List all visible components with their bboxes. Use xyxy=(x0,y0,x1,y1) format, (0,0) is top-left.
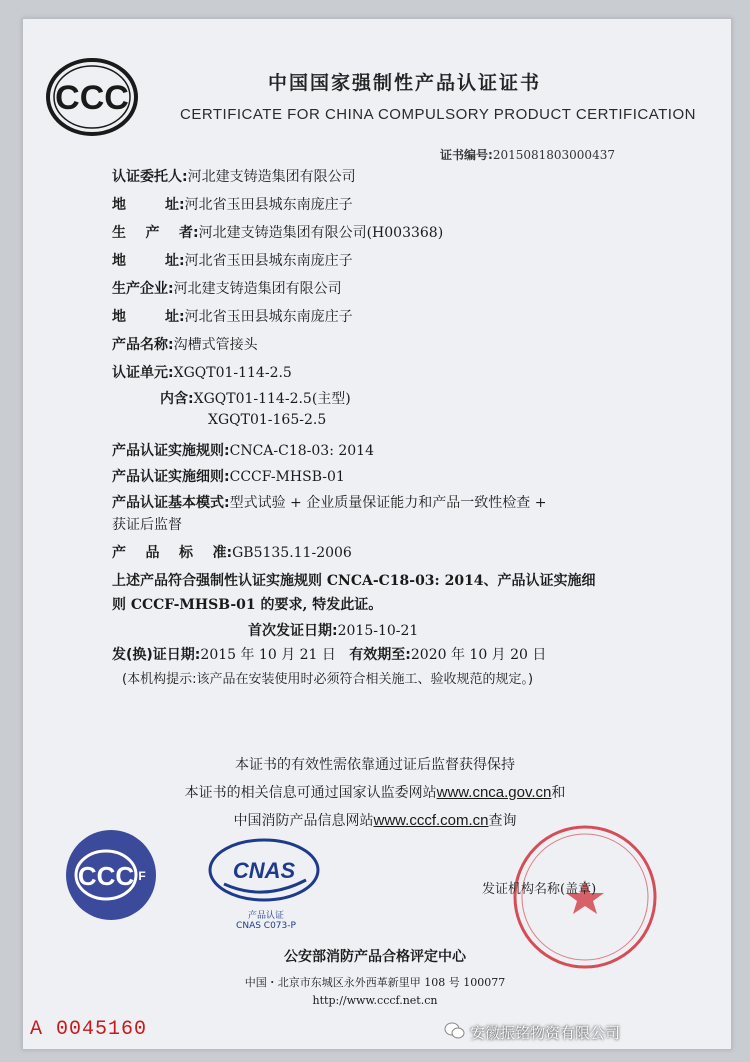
field-label: 地 址: xyxy=(112,253,185,269)
issue-value: 2015 年 10 月 21 日 xyxy=(200,647,336,663)
mode-value: 型式试验 + 企业质量保证能力和产品一致性检查 + xyxy=(229,495,547,511)
notice: (本机构提示:该产品在安装使用时必须符合相关施工、验收规范的规定。) xyxy=(122,672,534,687)
field-row-manufacturer xyxy=(112,222,443,242)
details-value: CCCF-MHSB-01 xyxy=(229,469,345,485)
cnas-logo-text: CNAS xyxy=(232,858,296,883)
expiry-value: 2020 年 10 月 20 日 xyxy=(410,647,547,663)
issue-label: 发(换)证日期: xyxy=(112,647,201,663)
validity-line-2-end: 和 xyxy=(551,785,566,801)
cnas-logo xyxy=(206,836,326,906)
details-row xyxy=(112,466,345,486)
field-label: 地 址: xyxy=(112,309,185,325)
watermark: 安徽振铭物资有限公司 xyxy=(470,1024,621,1042)
issuer-name: 公安部消防产品合格评定中心 xyxy=(284,949,466,965)
field-value: 河北建支铸造集团有限公司(H003368) xyxy=(198,225,444,241)
mode-value-2: 获证后监督 xyxy=(112,517,182,533)
field-value: 河北建支铸造集团有限公司 xyxy=(187,169,356,185)
mode-row-continued xyxy=(112,514,182,534)
cccf-badge xyxy=(64,828,158,922)
issuer-website[interactable]: http://www.cccf.net.cn xyxy=(312,994,438,1007)
details-label: 产品认证实施细则: xyxy=(112,469,230,485)
serial-number: A 0045160 xyxy=(30,1018,148,1041)
field-label: 生产企业: xyxy=(112,281,174,297)
standard-label: 产 品 标 准: xyxy=(112,545,233,561)
conformity-line-2: 则 CCCF-MHSB-01 的要求, 特发此证。 xyxy=(112,597,383,613)
cnas-code: CNAS C073-P xyxy=(236,921,296,931)
mode-row xyxy=(112,492,546,512)
includes-label: 内含: xyxy=(160,391,194,407)
validity-line-2-text: 本证书的相关信息可通过国家认监委网站 xyxy=(184,785,437,801)
field-label: 生 产 者: xyxy=(112,225,199,241)
cert-no-label: 证书编号: xyxy=(440,148,493,162)
validity-line-1: 本证书的有效性需依靠通过证后监督获得保持 xyxy=(235,757,515,773)
first-issue-value: 2015-10-21 xyxy=(337,623,419,639)
includes-item: XGQT01-165-2.5 xyxy=(208,412,327,428)
cert-no-value: 2015081803000437 xyxy=(492,148,615,162)
field-row-cert-unit xyxy=(112,362,292,382)
field-value: 沟槽式管接头 xyxy=(173,337,258,353)
standard-row xyxy=(112,542,352,562)
field-row-product-name xyxy=(112,334,258,354)
validity-line-2 xyxy=(0,782,750,802)
validity-line-3-end: 查询 xyxy=(488,813,517,829)
field-value: 河北省玉田县城东南庞庄子 xyxy=(184,309,353,325)
cccf-badge-text: CCC xyxy=(77,861,135,891)
field-row-factory xyxy=(112,278,342,298)
standard-value: GB5135.11-2006 xyxy=(232,545,352,561)
field-row-address xyxy=(112,250,353,270)
includes-item: XGQT01-114-2.5(主型) xyxy=(193,391,351,407)
first-issue-row xyxy=(248,620,418,640)
conformity-line-1: 上述产品符合强制性认证实施规则 CNCA-C18-03: 2014、产品认证实施细 xyxy=(112,573,596,589)
includes-row xyxy=(208,412,326,428)
includes-row xyxy=(160,388,351,408)
field-value: 河北省玉田县城东南庞庄子 xyxy=(184,253,353,269)
rules-value: CNCA-C18-03: 2014 xyxy=(229,443,374,459)
ccc-logo-text: CCC xyxy=(55,79,129,117)
field-label: 地 址: xyxy=(112,197,185,213)
mode-label: 产品认证基本模式: xyxy=(112,495,230,511)
field-row-client xyxy=(112,166,356,186)
issue-row xyxy=(112,644,546,664)
expiry-label: 有效期至: xyxy=(349,647,411,663)
field-label: 产品名称: xyxy=(112,337,174,353)
cccf-link[interactable]: www.cccf.com.cn xyxy=(373,812,489,829)
cnas-subtitle: 产品认证 xyxy=(247,911,284,921)
cccf-badge-mark: F xyxy=(138,869,146,883)
field-label: 认证单元: xyxy=(112,365,174,381)
first-issue-label: 首次发证日期: xyxy=(248,623,338,639)
wechat-icon xyxy=(444,1022,466,1040)
title-chinese: 中国国家强制性产品认证证书 xyxy=(268,72,542,94)
field-label: 认证委托人: xyxy=(112,169,188,185)
field-value: 河北建支铸造集团有限公司 xyxy=(173,281,342,297)
issuer-caption: 发证机构名称(盖章) xyxy=(482,882,597,897)
validity-line-3-text: 中国消防产品信息网站 xyxy=(233,813,374,829)
ccc-logo xyxy=(44,56,140,138)
field-value: 河北省玉田县城东南庞庄子 xyxy=(184,197,353,213)
field-value: XGQT01-114-2.5 xyxy=(173,365,292,381)
field-row-address xyxy=(112,306,353,326)
cnca-link[interactable]: www.cnca.gov.cn xyxy=(436,784,552,801)
rules-row xyxy=(112,440,374,460)
title-english: CERTIFICATE FOR CHINA COMPULSORY PRODUCT CERTIFICATION xyxy=(180,106,696,123)
issuer-address: 中国・北京市东城区永外西革新里甲 108 号 100077 xyxy=(244,976,506,989)
rules-label: 产品认证实施规则: xyxy=(112,443,230,459)
field-row-address xyxy=(112,194,353,214)
certificate-number xyxy=(440,146,615,163)
